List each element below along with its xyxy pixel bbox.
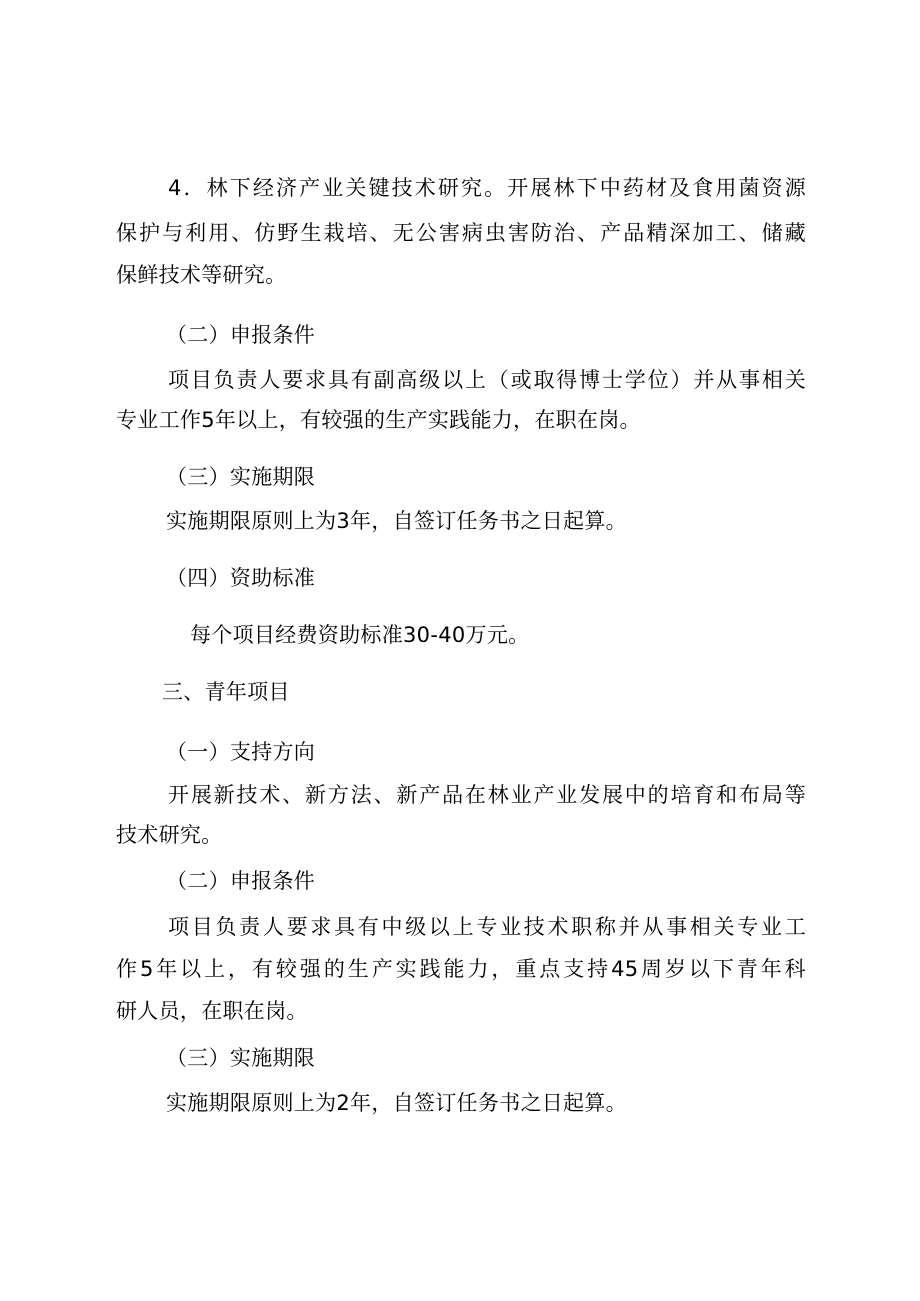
paragraph-line: 保鲜技术等研究。 <box>116 263 287 287</box>
paragraph-line: 项目负责人要求具有中级以上专业技术职称并从事相关专业工 <box>168 915 806 939</box>
section-heading: 三、青年项目 <box>162 680 290 704</box>
paragraph-line: 项目负责人要求具有副高级以上（或取得博士学位）并从事相关 <box>168 368 806 392</box>
paragraph-line: 保护与利用、仿野生栽培、无公害病虫害防治、产品精深加工、储藏 <box>116 221 806 245</box>
paragraph-line: 技术研究。 <box>116 823 223 847</box>
paragraph-line: 开展新技术、新方法、新产品在林业产业发展中的培育和布局等 <box>168 783 806 807</box>
section-heading: （四）资助标准 <box>166 566 316 590</box>
paragraph-line: 作5年以上，有较强的生产实践能力，重点支持45周岁以下青年科 <box>116 957 806 981</box>
section-heading: （三）实施期限 <box>166 1046 316 1070</box>
paragraph-line: 实施期限原则上为3年，自签订任务书之日起算。 <box>166 509 627 533</box>
paragraph-line: 专业工作5年以上，有较强的生产实践能力，在职在岗。 <box>116 408 641 432</box>
paragraph-line: 每个项目经费资助标准30-40万元。 <box>190 623 530 647</box>
section-heading: （二）申报条件 <box>166 323 316 347</box>
section-heading: （三）实施期限 <box>166 465 316 489</box>
paragraph-line: 研人员，在职在岗。 <box>116 999 308 1023</box>
paragraph-line: 实施期限原则上为2年，自签订任务书之日起算。 <box>166 1091 627 1115</box>
section-heading: （一）支持方向 <box>166 740 316 764</box>
paragraph-line: 4．林下经济产业关键技术研究。开展林下中药材及食用菌资源 <box>168 176 806 200</box>
section-heading: （二）申报条件 <box>166 869 316 893</box>
